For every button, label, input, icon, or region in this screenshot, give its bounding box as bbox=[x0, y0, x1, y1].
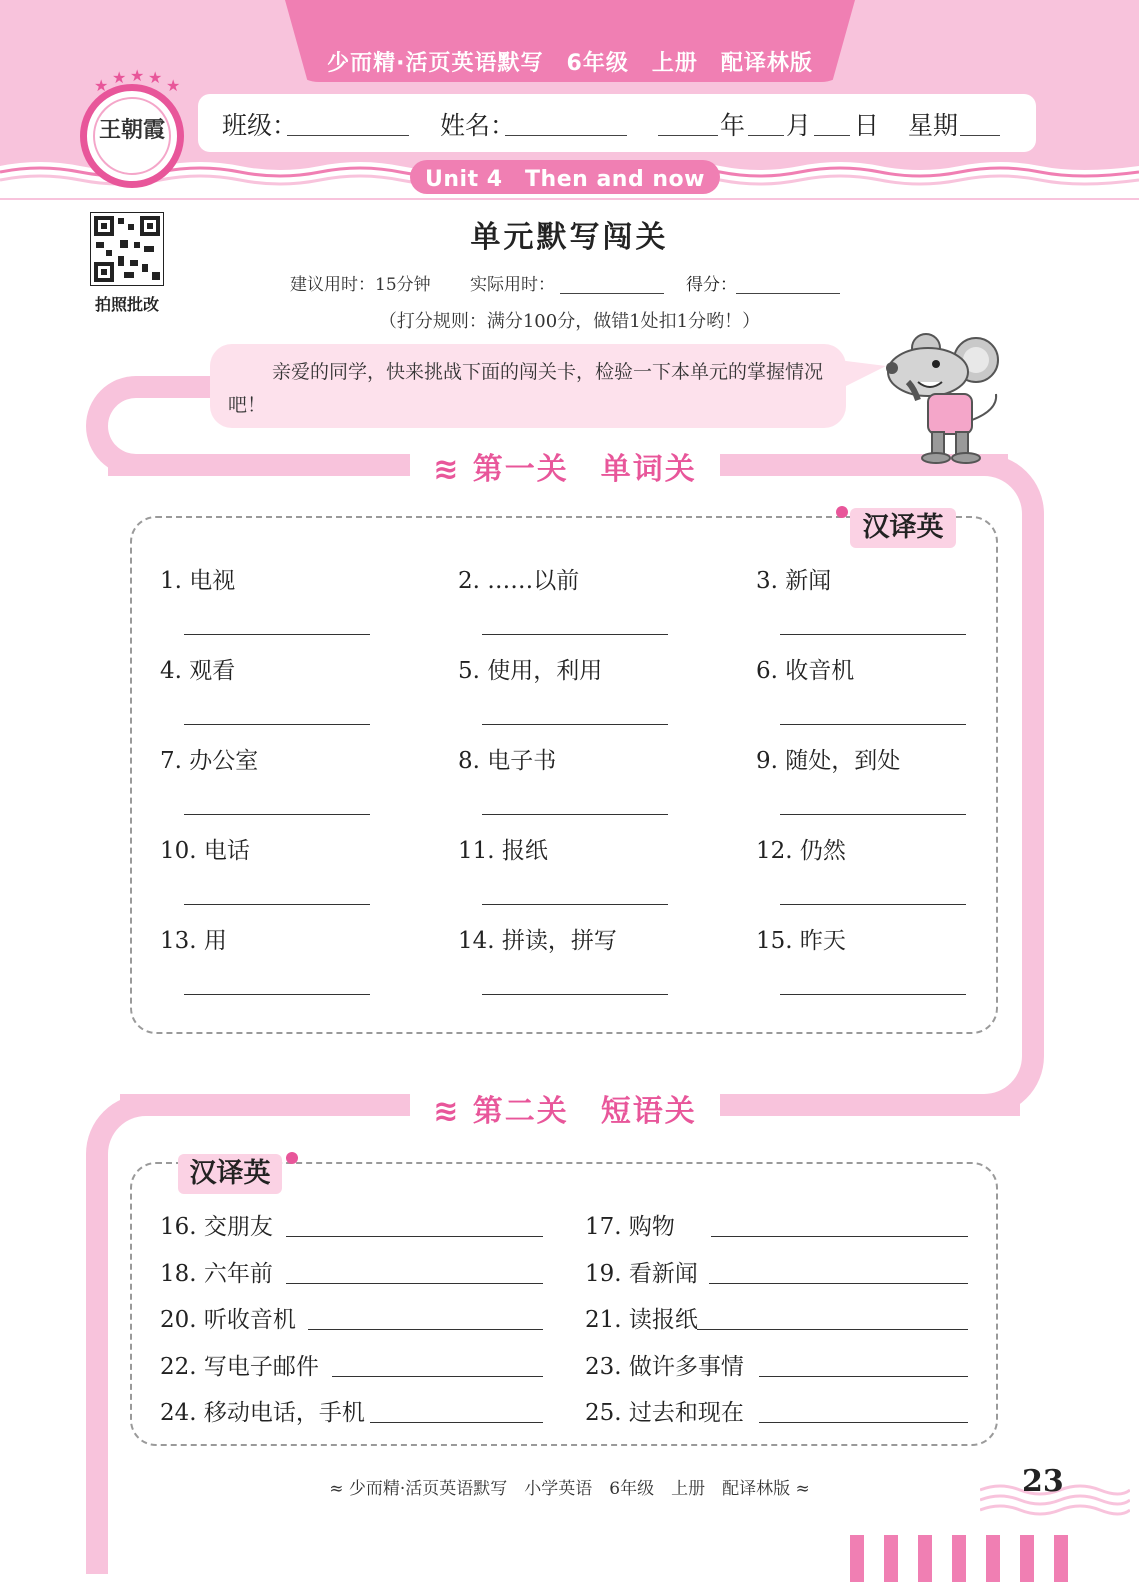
phrase-prompt: 19. 看新闻 bbox=[585, 1261, 698, 1287]
answer-blank[interactable] bbox=[308, 1329, 543, 1330]
word-prompt: 8. 电子书 bbox=[458, 748, 557, 774]
answer-blank[interactable] bbox=[482, 814, 668, 815]
word-prompt: 15. 昨天 bbox=[756, 928, 846, 954]
answer-blank[interactable] bbox=[780, 994, 966, 995]
tag-dot-icon bbox=[836, 506, 848, 518]
word-prompt: 10. 电话 bbox=[160, 838, 250, 864]
answer-blank[interactable] bbox=[370, 1422, 543, 1423]
mouse-mascot-icon bbox=[878, 330, 1008, 465]
level2-tag: 汉译英 bbox=[178, 1154, 282, 1194]
phrase-prompt: 24. 移动电话，手机 bbox=[160, 1400, 365, 1426]
suggested-time: 建议用时：15分钟 bbox=[290, 275, 431, 295]
year-label: 年 bbox=[720, 111, 746, 140]
word-prompt: 1. 电视 bbox=[160, 568, 236, 594]
score-field[interactable] bbox=[736, 293, 840, 294]
phrase-prompt: 16. 交朋友 bbox=[160, 1214, 273, 1240]
day-field[interactable] bbox=[814, 135, 850, 136]
star-icon: ★ bbox=[130, 66, 145, 85]
unit-title: Unit 4 Then and now bbox=[425, 167, 705, 192]
answer-blank[interactable] bbox=[286, 1283, 543, 1284]
logo-text: 王朝霞 bbox=[98, 117, 165, 143]
page-number: 23 bbox=[1022, 1464, 1064, 1499]
level1-title: ≋ 第一关 单词关 bbox=[433, 452, 697, 487]
answer-blank[interactable] bbox=[482, 724, 668, 725]
answer-blank[interactable] bbox=[184, 814, 370, 815]
word-prompt: 6. 收音机 bbox=[756, 658, 855, 684]
star-icon: ★ bbox=[94, 76, 109, 95]
name-label: 姓名： bbox=[440, 111, 516, 140]
brand-logo bbox=[80, 84, 184, 188]
phrase-prompt: 25. 过去和现在 bbox=[585, 1400, 744, 1426]
word-prompt: 13. 用 bbox=[160, 928, 227, 954]
year-field[interactable] bbox=[658, 135, 718, 136]
word-prompt: 11. 报纸 bbox=[458, 838, 548, 864]
wave-icon: ≋ bbox=[433, 452, 473, 487]
level1-tag: 汉译英 bbox=[850, 508, 956, 548]
stripe bbox=[1054, 1535, 1068, 1582]
word-prompt: 9. 随处，到处 bbox=[756, 748, 901, 774]
scoring-rule: （打分规则：满分100分，做错1处扣1分哟！） bbox=[378, 311, 761, 332]
name-field[interactable] bbox=[505, 135, 627, 136]
phrase-prompt: 22. 写电子邮件 bbox=[160, 1354, 319, 1380]
phrase-prompt: 21. 读报纸 bbox=[585, 1307, 698, 1333]
phrase-prompt: 18. 六年前 bbox=[160, 1261, 273, 1287]
stripe bbox=[986, 1535, 1000, 1582]
weekday-field[interactable] bbox=[960, 135, 1000, 136]
stripe bbox=[952, 1535, 966, 1582]
answer-blank[interactable] bbox=[780, 904, 966, 905]
word-prompt: 7. 办公室 bbox=[160, 748, 259, 774]
score-label: 得分： bbox=[686, 275, 737, 295]
word-prompt: 5. 使用，利用 bbox=[458, 658, 603, 684]
answer-blank[interactable] bbox=[759, 1422, 968, 1423]
answer-blank[interactable] bbox=[286, 1236, 543, 1237]
phrase-prompt: 23. 做许多事情 bbox=[585, 1354, 744, 1380]
class-label: 班级： bbox=[222, 111, 298, 140]
page-title: 单元默写闯关 bbox=[470, 220, 669, 255]
wave-icon: ≋ bbox=[433, 1094, 473, 1129]
level2-title: ≋ 第二关 短语关 bbox=[433, 1094, 697, 1129]
actual-time-label: 实际用时： bbox=[470, 275, 555, 295]
word-prompt: 12. 仍然 bbox=[756, 838, 846, 864]
stripe bbox=[1020, 1535, 1034, 1582]
stripe bbox=[918, 1535, 932, 1582]
qr-caption: 拍照批改 bbox=[94, 295, 159, 314]
star-icon: ★ bbox=[166, 76, 181, 95]
answer-blank[interactable] bbox=[184, 724, 370, 725]
word-prompt: 3. 新闻 bbox=[756, 568, 832, 594]
answer-blank[interactable] bbox=[709, 1283, 968, 1284]
phrase-prompt: 17. 购物 bbox=[585, 1214, 675, 1240]
answer-blank[interactable] bbox=[780, 814, 966, 815]
answer-blank[interactable] bbox=[184, 994, 370, 995]
stripe bbox=[884, 1535, 898, 1582]
day-label: 日 bbox=[854, 111, 880, 140]
answer-blank[interactable] bbox=[780, 634, 966, 635]
phrase-prompt: 20. 听收音机 bbox=[160, 1307, 296, 1333]
tag-dot-icon bbox=[286, 1152, 298, 1164]
answer-blank[interactable] bbox=[482, 634, 668, 635]
stripe bbox=[850, 1535, 864, 1582]
series-title: 少而精·活页英语默写 6年级 上册 配译林版 bbox=[327, 51, 813, 76]
star-icon: ★ bbox=[148, 68, 163, 87]
bubble-text: 亲爱的同学，快来挑战下面的闯关卡，检验一下本单元的掌握情况吧！ bbox=[228, 361, 824, 416]
word-prompt: 2. ……以前 bbox=[458, 568, 580, 594]
month-label: 月 bbox=[786, 111, 812, 140]
word-prompt: 4. 观看 bbox=[160, 658, 236, 684]
answer-blank[interactable] bbox=[780, 724, 966, 725]
actual-time-field[interactable] bbox=[560, 293, 664, 294]
answer-blank[interactable] bbox=[184, 634, 370, 635]
answer-blank[interactable] bbox=[759, 1376, 968, 1377]
star-icon: ★ bbox=[112, 68, 127, 87]
answer-blank[interactable] bbox=[332, 1376, 543, 1377]
answer-blank[interactable] bbox=[482, 994, 668, 995]
class-field[interactable] bbox=[287, 135, 409, 136]
footer-text: ≈ 少而精·活页英语默写 小学英语 6年级 上册 配译林版 ≈ bbox=[329, 1479, 810, 1499]
weekday-label: 星期 bbox=[908, 111, 959, 140]
answer-blank[interactable] bbox=[711, 1236, 968, 1237]
answer-blank[interactable] bbox=[697, 1329, 968, 1330]
month-field[interactable] bbox=[748, 135, 784, 136]
answer-blank[interactable] bbox=[184, 904, 370, 905]
answer-blank[interactable] bbox=[482, 904, 668, 905]
word-prompt: 14. 拼读，拼写 bbox=[458, 928, 617, 954]
